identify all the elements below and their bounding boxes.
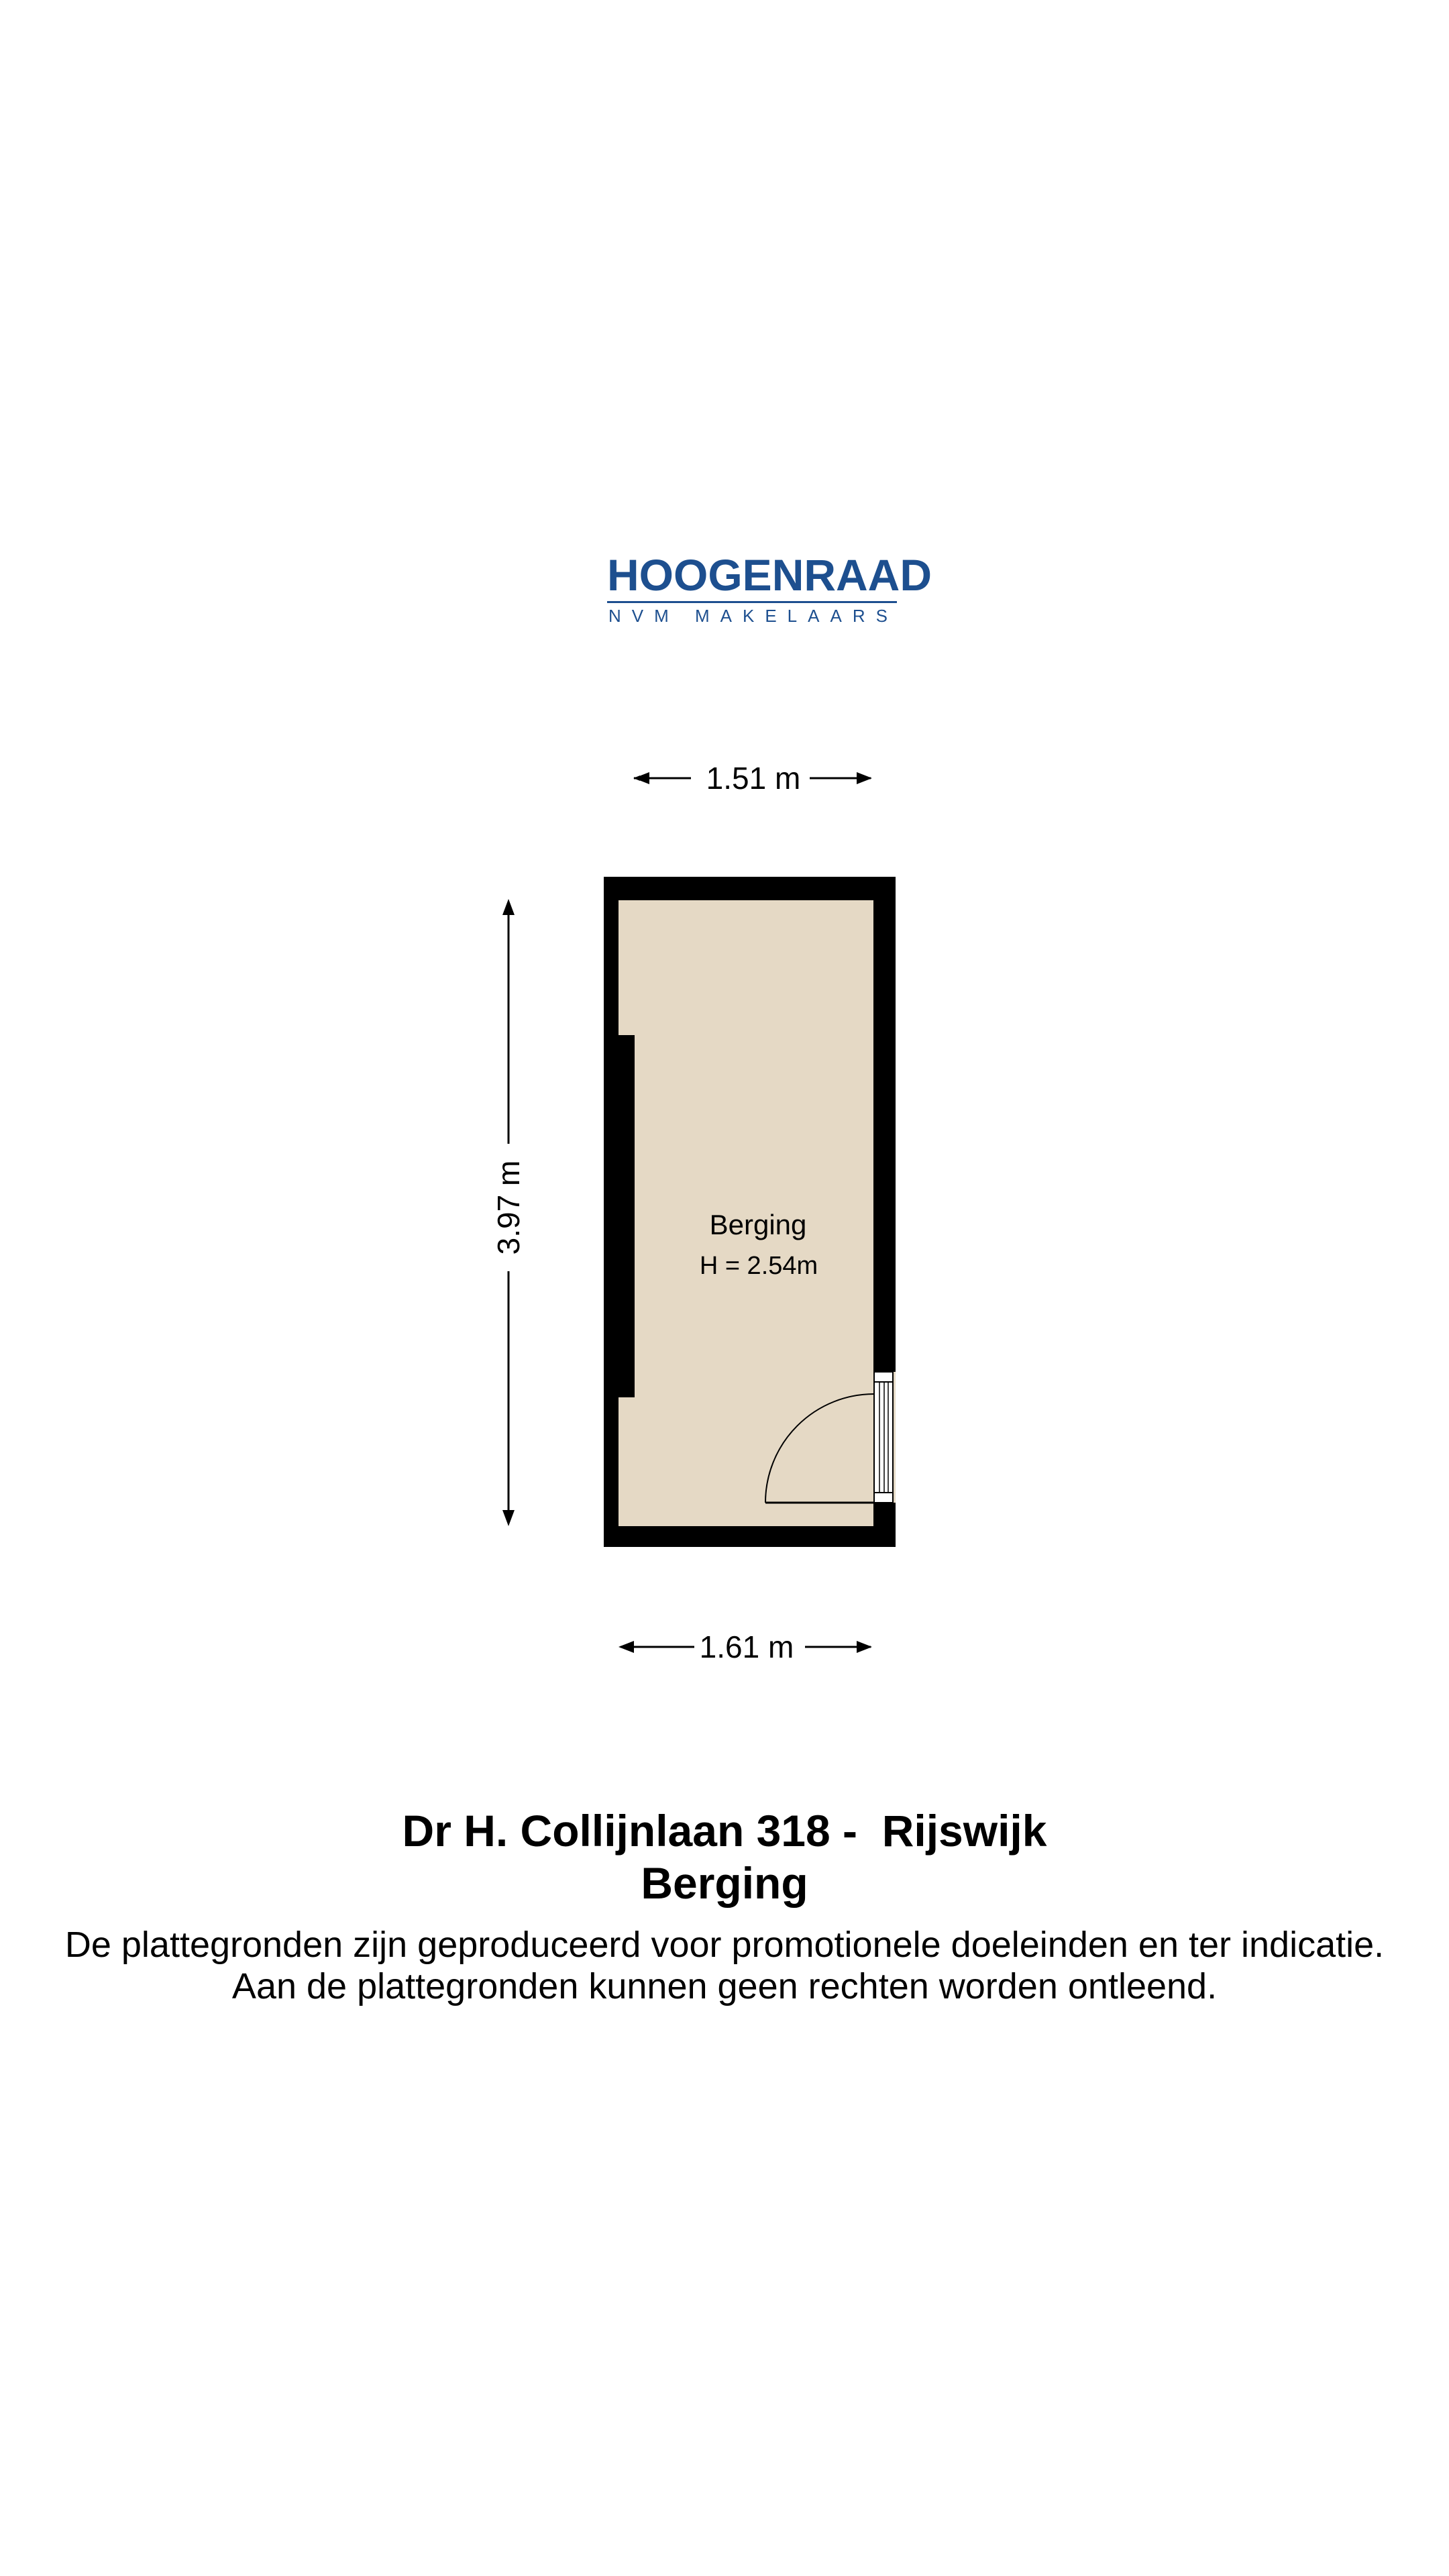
door-frame-outer: [874, 1372, 893, 1503]
caption-address: Dr H. Collijnlaan 318 - Rijswijk: [402, 1806, 1047, 1856]
dimension-bottom-width: [619, 1629, 872, 1664]
door-frame-top-block: [874, 1372, 893, 1382]
dimension-bottom-arrowhead-left: [619, 1641, 634, 1653]
door-frame: [874, 1372, 893, 1503]
dimension-top-label: 1.51 m: [706, 761, 801, 796]
dimension-left-length: [491, 899, 526, 1526]
caption-room: Berging: [641, 1858, 808, 1908]
dimension-top-width: [634, 761, 872, 796]
logo-name: HOOGENRAAD: [607, 550, 932, 600]
dimension-top-arrowhead-right: [857, 772, 872, 784]
caption-disclaimer-line-2: Aan de plattegronden kunnen geen rechten worden ontleend.: [231, 1966, 1218, 2006]
caption: [0, 1805, 1449, 2007]
door-frame-bottom-block: [874, 1493, 893, 1503]
caption-disclaimer-line-1: De plattegronden zijn geproduceerd voor promotionele doeleinden en ter indicatie.: [64, 1925, 1385, 1965]
room-name: Berging: [709, 1209, 807, 1240]
dimension-left-arrowhead-bottom: [502, 1510, 515, 1526]
room-height: H = 2.54m: [699, 1252, 818, 1280]
dimension-top-arrowhead-left: [634, 772, 649, 784]
dimension-bottom-arrowhead-right: [857, 1641, 872, 1653]
dimension-left-label: 3.97 m: [491, 1160, 526, 1255]
dimension-bottom-label: 1.61 m: [699, 1629, 794, 1664]
dimension-left-arrowhead-top: [502, 899, 515, 915]
logo-tagline: NVM MAKELAARS: [608, 606, 898, 626]
